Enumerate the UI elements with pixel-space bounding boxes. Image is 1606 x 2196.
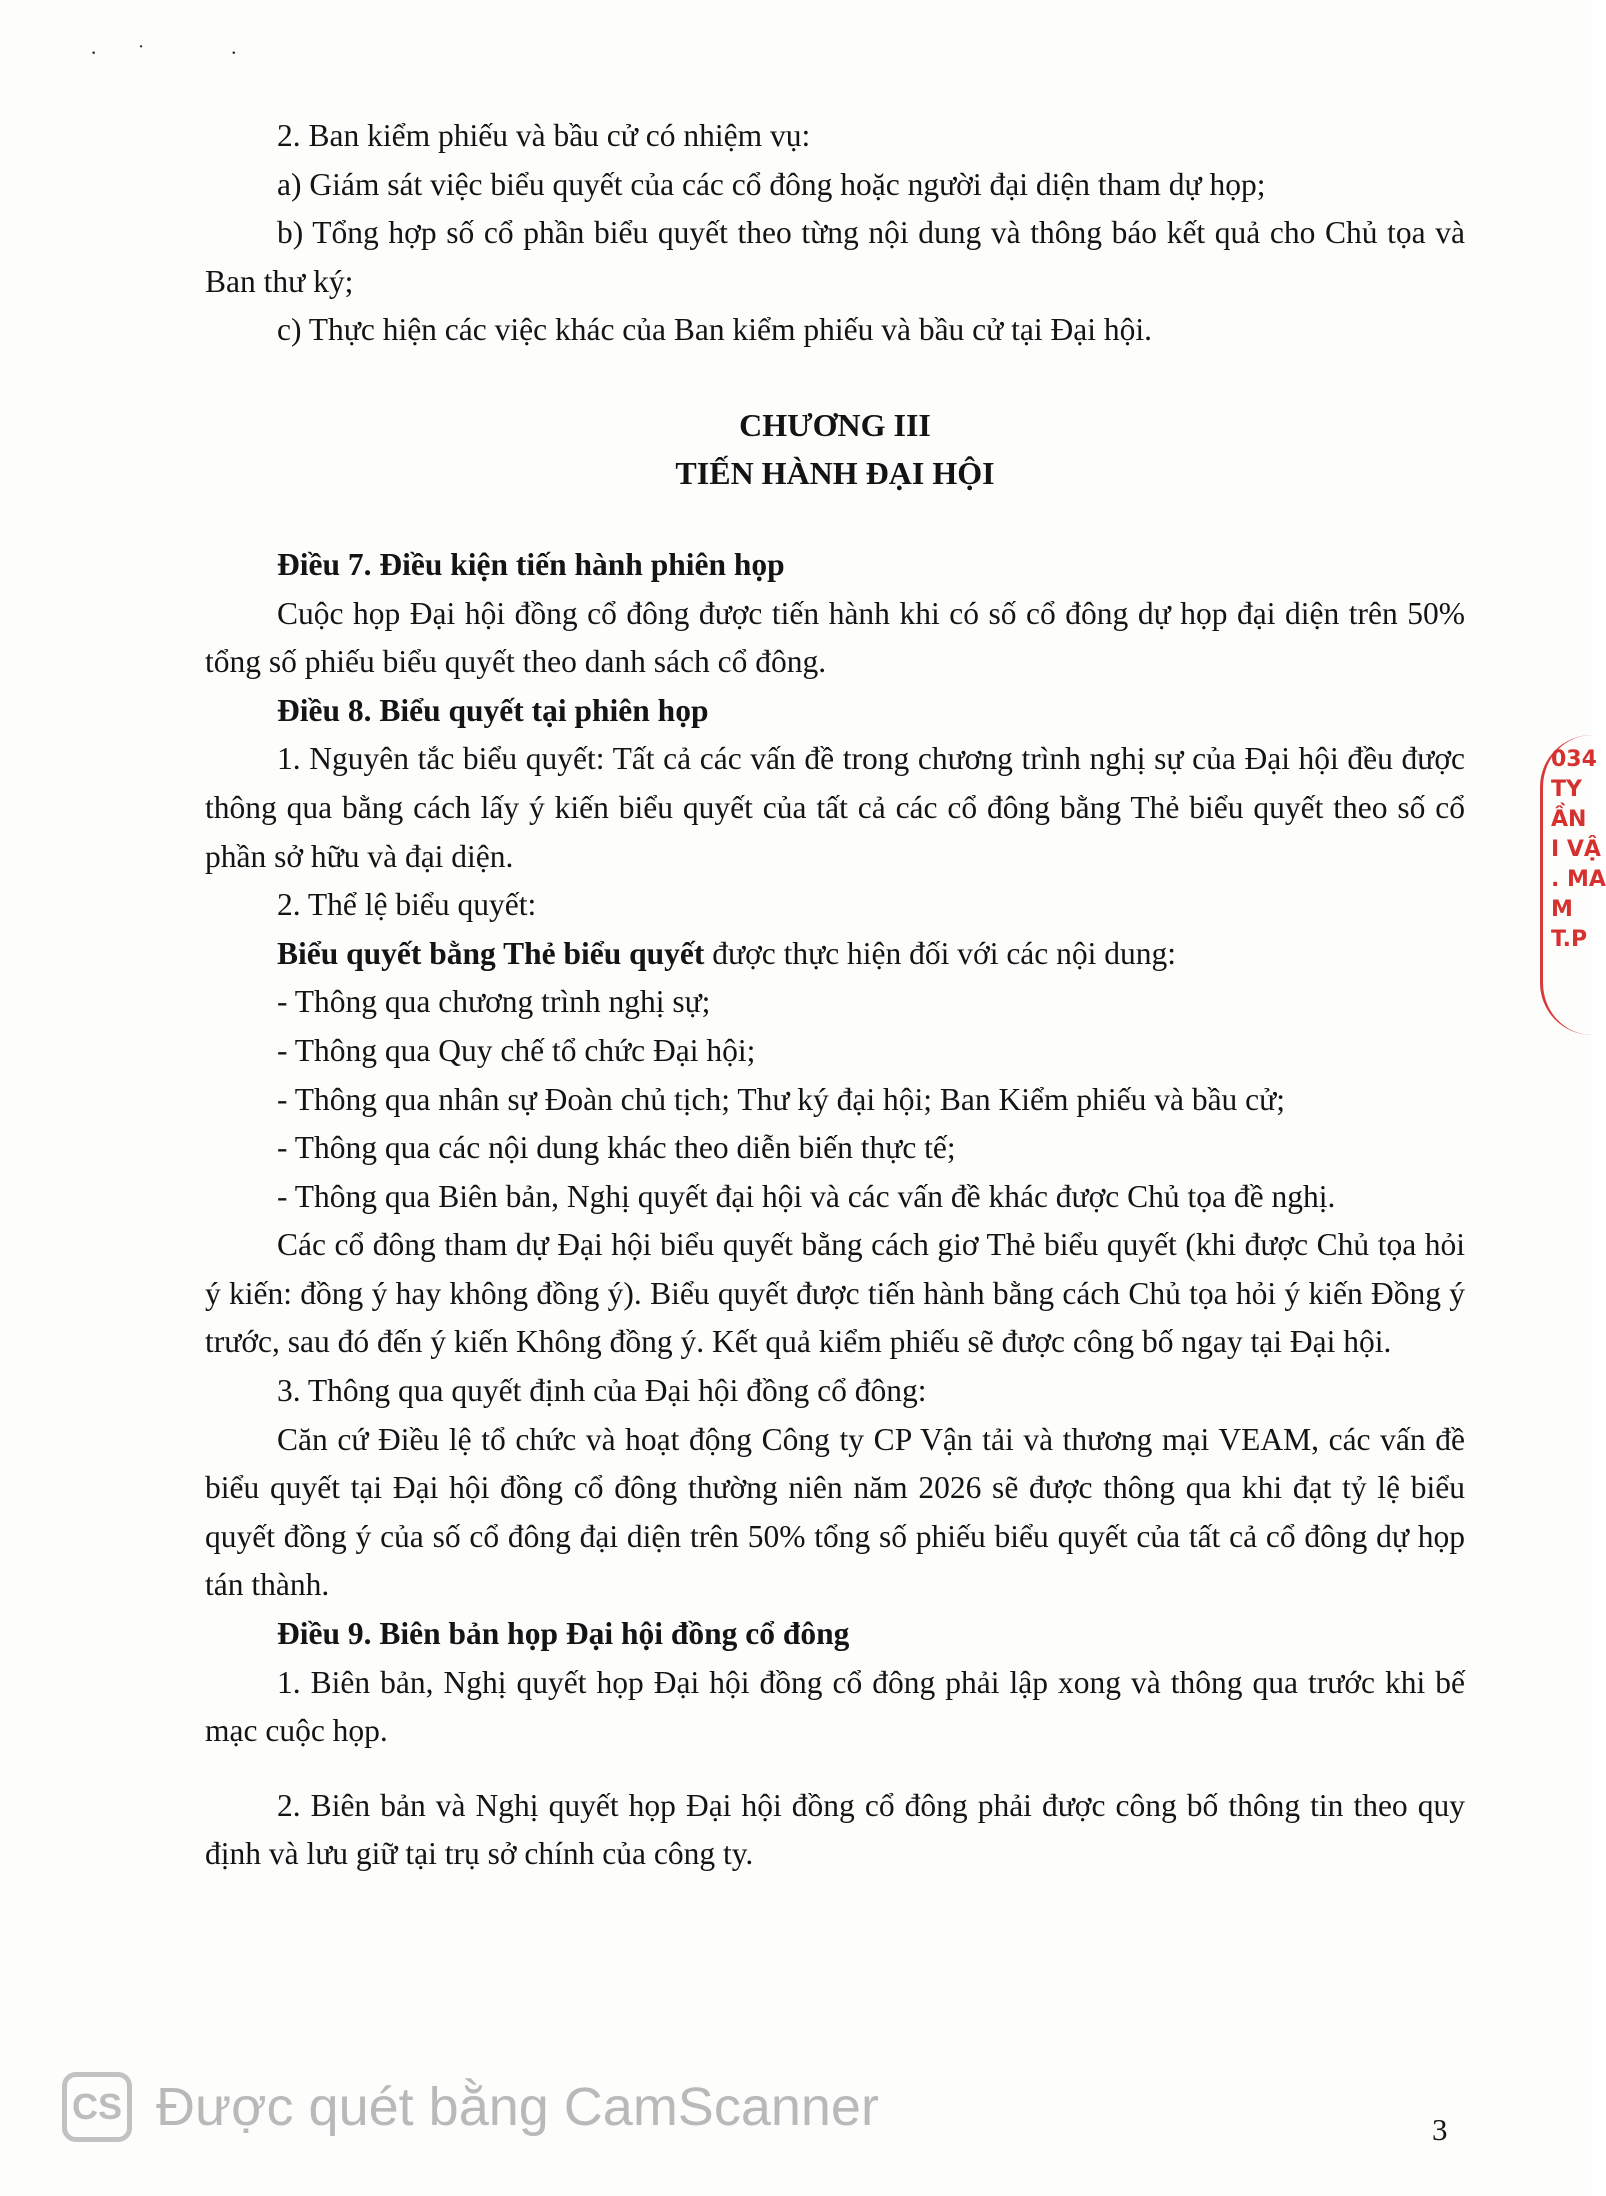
rule-item-a: a) Giám sát việc biểu quyết của các cổ đông hoặc người đại diện tham dự họp; bbox=[277, 166, 1266, 202]
article-9-item-2: 2. Biên bản và Nghị quyết họp Đại hội đồng cổ đông phải được công bố thông tin theo quy định và lưu giữ tại trụ sở chính của công ty. bbox=[205, 1787, 1465, 1872]
rules-rest-text: được thực hiện đối với các nội dung: bbox=[704, 935, 1177, 971]
camscanner-watermark bbox=[62, 2072, 879, 2142]
stamp-line: T.P bbox=[1551, 927, 1588, 952]
scan-specks: ·˙ · bbox=[90, 40, 278, 65]
page-number: 3 bbox=[1432, 2112, 1448, 2147]
voting-bullet: - Thông qua các nội dung khác theo diễn biến thực tế; bbox=[277, 1130, 956, 1166]
article-7-heading: Điều 7. Điều kiện tiến hành phiên họp bbox=[277, 546, 785, 582]
rules-bold-text: Biểu quyết bằng Thẻ biểu quyết bbox=[277, 935, 705, 971]
company-seal-stamp bbox=[1540, 735, 1606, 1035]
document-body bbox=[205, 112, 1465, 1879]
article-8-principle: 1. Nguyên tắc biểu quyết: Tất cả các vấn đề trong chương trình nghị sự của Đại hội đều được thông qua bằng cách lấy ý kiến biểu quyết của tất cả các cổ đông bằng Thẻ biểu quyết theo số cổ phần sở hữu và đại diện. bbox=[205, 741, 1465, 874]
stamp-line: ẦN bbox=[1551, 807, 1587, 832]
stamp-line: 034 bbox=[1551, 747, 1597, 772]
voting-bullet: - Thông qua chương trình nghị sự; bbox=[277, 984, 711, 1020]
rule-item-c: c) Thực hiện các việc khác của Ban kiểm phiếu và bầu cử tại Đại hội. bbox=[277, 312, 1152, 348]
article-9-heading: Điều 9. Biên bản họp Đại hội đồng cổ đông bbox=[277, 1616, 850, 1652]
article-7-text: Cuộc họp Đại hội đồng cổ đông được tiến hành khi có số cổ đông dự họp đại diện trên 50% tổng số phiếu biểu quyết theo danh sách cổ đông. bbox=[205, 595, 1465, 680]
stamp-line: . MA bbox=[1551, 867, 1606, 892]
watermark-text: Được quét bằng CamScanner bbox=[156, 2077, 879, 2137]
camscanner-logo-icon: CS bbox=[62, 2072, 132, 2142]
stamp-line: I VẬ bbox=[1551, 837, 1601, 862]
stamp-line: TY bbox=[1551, 777, 1582, 802]
rule-item-b: b) Tổng hợp số cổ phần biểu quyết theo từng nội dung và thông báo kết quả cho Chủ tọa và Ban thư ký; bbox=[205, 215, 1465, 299]
article-8-rules-title: 2. Thể lệ biểu quyết: bbox=[277, 887, 537, 923]
voting-bullet: - Thông qua Biên bản, Nghị quyết đại hội và các vấn đề khác được Chủ tọa đề nghị. bbox=[277, 1178, 1336, 1214]
article-8-rules-intro bbox=[205, 930, 1465, 979]
voting-bullet: - Thông qua nhân sự Đoàn chủ tịch; Thư ký đại hội; Ban Kiểm phiếu và bầu cử; bbox=[277, 1081, 1285, 1117]
article-8-heading: Điều 8. Biểu quyết tại phiên họp bbox=[277, 692, 709, 728]
voting-bullet: - Thông qua Quy chế tổ chức Đại hội; bbox=[277, 1032, 756, 1068]
stamp-line: M bbox=[1551, 897, 1573, 922]
article-8-decision-text: Căn cứ Điều lệ tổ chức và hoạt động Công ty CP Vận tải và thương mại VEAM, các vấn đề biểu quyết tại Đại hội đồng cổ đông thường niên năm 2026 sẽ được thông qua khi đạt tỷ lệ biểu quyết đồng ý của số cổ đông đại diện trên 50% tổng số phiếu biểu quyết của tất cả cổ đông dự họp tán thành. bbox=[205, 1421, 1465, 1603]
chapter-title: TIẾN HÀNH ĐẠI HỘI bbox=[675, 454, 995, 491]
article-8-procedure: Các cổ đông tham dự Đại hội biểu quyết bằng cách giơ Thẻ biểu quyết (khi được Chủ tọa hỏi ý kiến: đồng ý hay không đồng ý). Biểu quyết được tiến hành bằng cách Chủ tọa hỏi ý kiến Đồng ý trước, sau đó đến ý kiến Không đồng ý. Kết quả kiểm phiếu sẽ được công bố ngay tại Đại hội. bbox=[205, 1227, 1465, 1360]
article-8-decision-title: 3. Thông qua quyết định của Đại hội đồng cổ đông: bbox=[277, 1373, 927, 1409]
chapter-number: CHƯƠNG III bbox=[739, 406, 931, 443]
chapter-heading bbox=[205, 401, 1465, 497]
article-9-item-1: 1. Biên bản, Nghị quyết họp Đại hội đồng cổ đông phải lập xong và thông qua trước khi bế mạc cuộc họp. bbox=[205, 1664, 1465, 1749]
rule-item-2: 2. Ban kiểm phiếu và bầu cử có nhiệm vụ: bbox=[277, 118, 811, 153]
